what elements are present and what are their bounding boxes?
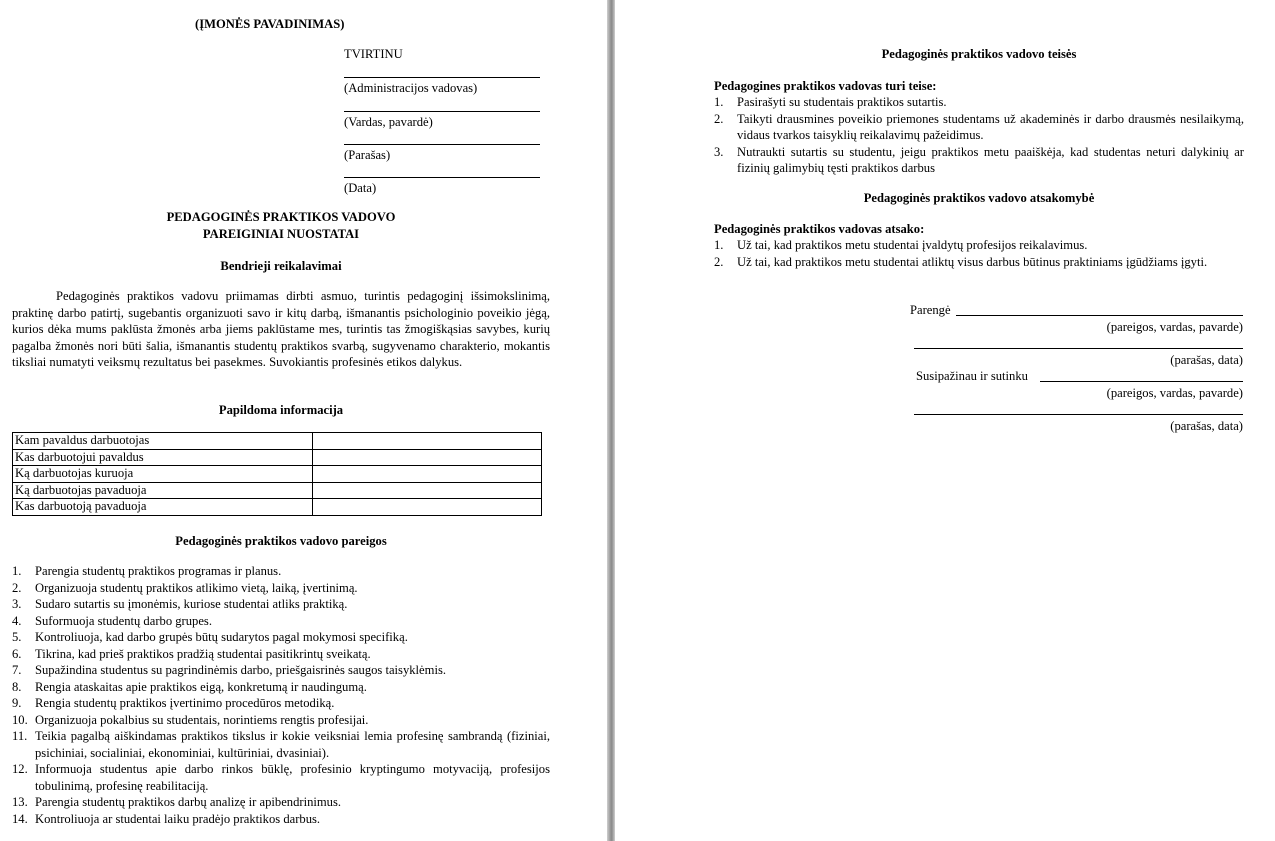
prepared-caption-position: (pareigos, vardas, pavarde) (1106, 320, 1243, 334)
resp-heading: Pedagoginės praktikos vadovo atsakomybė (863, 191, 1095, 205)
list-item: 14. Kontroliuoja ar studentai laiku pradėjo praktikos darbus. (12, 811, 321, 826)
table-cell-label: Kam pavaldus darbuotojas (13, 433, 313, 450)
table-cell-value (313, 466, 542, 483)
table-cell-label: Kas darbuotoją pavaduoja (13, 499, 313, 516)
table-cell-label: Ką darbuotojas kuruoja (13, 466, 313, 483)
table-row (13, 449, 542, 466)
page-divider (607, 0, 615, 841)
table-cell-label: Ką darbuotojas pavaduoja (13, 482, 313, 499)
document-title-line-2: PAREIGINIAI NUOSTATAI (202, 226, 360, 241)
approve-title: TVIRTINU (344, 47, 403, 61)
approve-caption-name: (Vardas, pavardė) (344, 115, 433, 129)
list-item: 1. Pasirašyti su studentais praktikos sutartis. (714, 95, 947, 109)
list-item: 13. Parengia studentų praktikos darbų analizę ir apibendrinimus. (12, 795, 342, 809)
table-cell-label: Kas darbuotojui pavaldus (13, 449, 313, 466)
table-cell-value (313, 482, 542, 499)
right-page (714, 0, 1244, 841)
approve-line-4 (344, 177, 540, 178)
list-item: 3. Nutraukti sutartis su studentu, jeigu praktikos metu paaiškėja, kad studentas neturi dalykinių ar fizinių galimybių tęsti praktikos darbus (714, 144, 1244, 175)
approve-caption-administration: (Administracijos vadovas) (344, 81, 478, 95)
list-item: 2. Už tai, kad praktikos metu studentai atliktų visus darbus būtinus praktiniams įgūdžiams įgyti. (714, 254, 1208, 269)
list-item: 10. Organizuoja pokalbius su studentais, norintiems rengtis profesijai. (12, 712, 369, 727)
approve-line-3 (344, 144, 540, 145)
agreed-signature-line (914, 414, 1243, 415)
list-item: 9. Rengia studentų praktikos įvertinimo procedūros metodiką. (12, 696, 335, 710)
duties-list (12, 563, 550, 827)
company-name: (ĮMONĖS PAVADINIMAS) (195, 17, 345, 31)
resp-list (714, 237, 1244, 270)
list-item: 11. Teikia pagalbą aiškindamas praktikos tikslus ir kokie veiksniai lemia profesinę sambrandą (fiziniai, psichiniai, socialiniai, ekonominiai, kultūriniai, dvasiniai). (12, 729, 550, 760)
rights-list (714, 94, 1244, 177)
left-page (12, 0, 550, 841)
list-item: 2. Organizuoja studentų praktikos atlikimo vietą, laiką, įvertinimą. (12, 580, 358, 595)
prepared-line (956, 315, 1243, 316)
general-heading: Bendrieji reikalavimai (220, 259, 342, 273)
agreed-caption-position: (pareigos, vardas, pavarde) (1106, 386, 1243, 400)
resp-subheading: Pedagoginės praktikos vadovas atsako: (714, 222, 925, 236)
rights-heading: Pedagoginės praktikos vadovo teisės (881, 47, 1077, 61)
list-item: 1. Už tai, kad praktikos metu studentai įvaldytų profesijos reikalavimus. (714, 238, 1088, 252)
agreed-label: Susipažinau ir sutinku (916, 369, 1028, 383)
rights-subheading: Pedagogines praktikos vadovas turi teise: (714, 79, 937, 93)
prepared-caption-signature: (parašas, data) (1170, 353, 1243, 367)
list-item: 5. Kontroliuoja, kad darbo grupės būtų sudarytos pagal mokymosi specifiką. (12, 630, 408, 644)
info-table (12, 432, 542, 516)
general-text: Pedagoginės praktikos vadovu priimamas dirbti asmuo, turintis pedagoginį išsimokslinimą, praktinę darbo patirtį, sugebantis organizuoti savo ir kitų darbą, išmanantis psichologinio poveikio jėgą, kurios dėka mums paklūsta žmonės arba jiems paklūstame mes, turintis tas žmogiškąsias savybes, kurių pagalba žmonės nori būti šalia, išmanantis studentų praktikos svarbą, sugyvenamo charakterio, mokantis tiksliai numatyti veiksmų rezultatus bei pasekmes. Suvokiantis profesinės etikos dalykus. (12, 289, 550, 369)
list-item: 12. Informuoja studentus apie darbo rinkos būklę, profesinio kryptingumo motyvaciją, profesijos tobulinimą, profesinę reabilitaciją. (12, 762, 550, 793)
table-row (13, 499, 542, 516)
table-row (13, 482, 542, 499)
table-cell-value (313, 433, 542, 450)
approve-line-1 (344, 77, 540, 78)
list-item: 7. Supažindina studentus su pagrindinėmis darbo, priešgaisrinės saugos taisyklėmis. (12, 663, 446, 677)
prepared-signature-line (914, 348, 1243, 349)
table-row (13, 433, 542, 450)
approve-caption-signature: (Parašas) (344, 148, 391, 162)
list-item: 6. Tikrina, kad prieš praktikos pradžią studentai pasitikrintų sveikatą. (12, 646, 371, 661)
approve-caption-date: (Data) (344, 181, 377, 195)
agreed-caption-signature: (parašas, data) (1170, 419, 1243, 433)
list-item: 8. Rengia ataskaitas apie praktikos eigą, konkretumą ir naudingumą. (12, 679, 367, 694)
table-row (13, 466, 542, 483)
approve-line-2 (344, 111, 540, 112)
list-item: 1. Parengia studentų praktikos programas ir planus. (12, 564, 282, 578)
agreed-line (1040, 381, 1243, 382)
info-heading: Papildoma informacija (218, 403, 344, 417)
prepared-label: Parengė (910, 303, 951, 317)
list-item: 2. Taikyti drausmines poveikio priemones studentams už akademinės ir darbo drausmės nesilaikymą, vidaus tvarkos taisyklių reikalavimų pažeidimus. (714, 111, 1244, 142)
duties-heading: Pedagoginės praktikos vadovo pareigos (175, 534, 387, 548)
table-cell-value (313, 499, 542, 516)
table-cell-value (313, 449, 542, 466)
document-title-line-1: PEDAGOGINĖS PRAKTIKOS VADOVO (166, 210, 396, 224)
list-item: 4. Suformuoja studentų darbo grupes. (12, 613, 212, 628)
list-item: 3. Sudaro sutartis su įmonėmis, kuriose studentai atliks praktiką. (12, 597, 348, 611)
document-title (12, 209, 550, 242)
